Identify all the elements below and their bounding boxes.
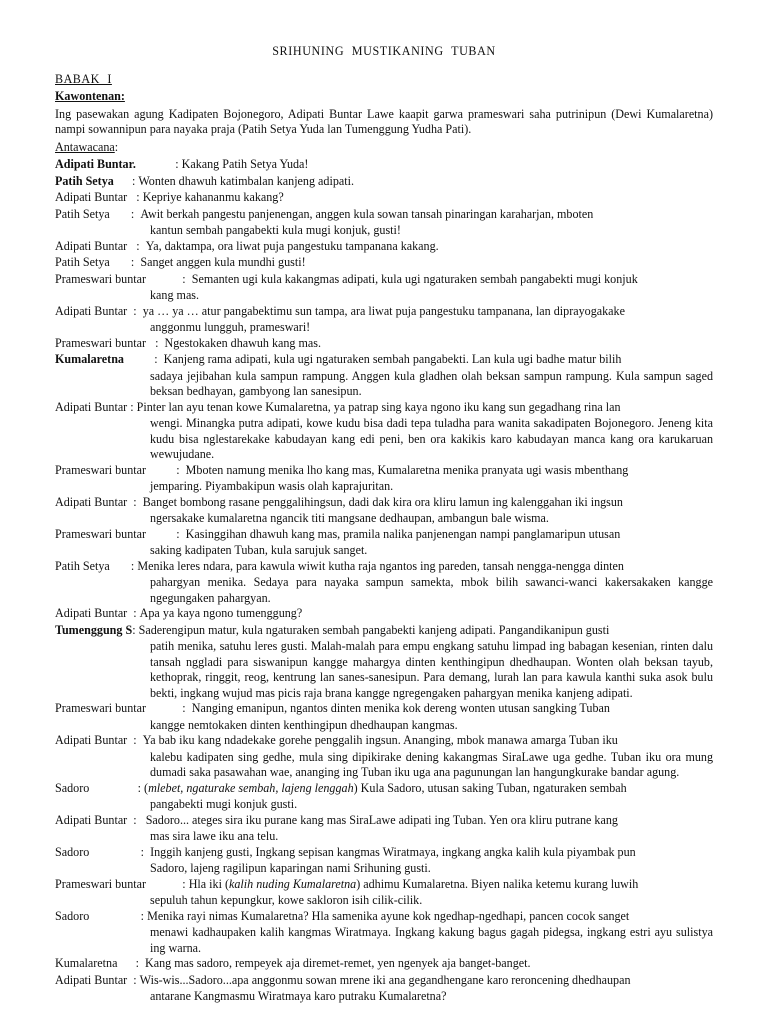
speaker-separator: : ( xyxy=(89,780,149,795)
speech-text-start: Nanging emanipun, ngantos dinten menika kok dereng wonten utusan sangking Tuban xyxy=(191,701,610,715)
speaker-name: Adipati Buntar xyxy=(55,494,128,509)
speaker-name: Patih Setya xyxy=(55,558,110,573)
setting-text: Ing pasewakan agung Kadipaten Bojonegoro, Adipati Buntar Lawe kaapit garwa prameswari saha putrinipun (Dewi Kumalaretna) nampi sowannipun para nayaka praja (Patih Setya Yuda lan Tumenggung Yudha Pati). xyxy=(55,106,713,136)
speech-text-start: Mboten namung menika lho kang mas, Kumalaretna menika pranyata ugi wasis mbenthang xyxy=(185,462,629,477)
dialogue-line xyxy=(55,207,713,223)
speech-text-start: Kakang Patih Setya Yuda! xyxy=(181,157,309,171)
speaker-separator: : xyxy=(127,238,146,253)
speaker-name: Adipati Buntar xyxy=(55,303,128,318)
speaker-separator: : xyxy=(127,733,143,747)
dialogue-line xyxy=(55,813,713,829)
dialogue-entry xyxy=(55,207,713,239)
speaker-separator: : xyxy=(146,271,192,286)
speaker-name: Patih Setya xyxy=(55,255,110,269)
speaker-name: Kumalaretna xyxy=(55,956,118,970)
speech-text xyxy=(140,255,713,271)
dialogue-entry xyxy=(55,336,713,352)
dialogue-entry xyxy=(55,813,713,845)
speaker-separator: : xyxy=(89,844,151,859)
dialogue-entry xyxy=(55,352,713,400)
speaker-separator: : xyxy=(127,812,146,827)
speech-text-start: Ya bab iku kang ndadekake gorehe penggalih ingsun. Ananging, mbok manawa amarga Tuban iku xyxy=(142,733,618,747)
speech-text-start: Kang mas sadoro, rempeyek aja diremet-remet, yen ngenyek aja banget-banget. xyxy=(145,956,531,970)
speaker-name: Patih Setya xyxy=(55,173,114,188)
speaker-name: Sadoro xyxy=(55,780,90,795)
dialogue-line xyxy=(55,733,713,749)
speech-text xyxy=(143,304,713,320)
speaker-separator: : xyxy=(113,173,139,188)
speech-text xyxy=(165,336,714,352)
speech-continuation: menawi kadhaupaken kalih kangmas Wiratmaya. Ingkang kakung bagus gagah pidegsa, ingkang estri ayu sulistya ing warna. xyxy=(150,925,713,955)
speech-text xyxy=(150,845,713,861)
speech-text xyxy=(147,909,713,925)
speech-text xyxy=(140,207,713,223)
speech-text-start: Menika rayi nimas Kumalaretna? Hla samenika ayune kok ngedhap-ngedhapi, pancen cocok sanget xyxy=(147,908,630,923)
speech-text-start: Kasinggihan dhawuh kang mas, pramila nalika panjenengan nampi panglamaripun utusan xyxy=(185,526,621,541)
speaker-separator: : xyxy=(123,352,164,366)
dialogue-line xyxy=(55,463,713,479)
speech-continuation: mas sira lawe iku ana telu. xyxy=(150,829,279,843)
dialogue-line xyxy=(55,701,713,717)
speaker-name: Prameswari buntar xyxy=(55,271,147,286)
speech-continuation: saking kadipaten Tuban, kula sarujuk sanget. xyxy=(150,543,368,557)
speaker-separator: : xyxy=(109,206,141,221)
speech-continuation: kalebu kadipaten sing gedhe, mula sing dipikirake dening kakangmas SiraLawe uga gedhe. Tuban iku ora mung dumadi saka pasawahan wae, ananging ing Tuban iku uga ana pagunungan lan hangungkurake bandar agung. xyxy=(150,749,713,779)
speech-text xyxy=(146,813,713,829)
dialogue-entry xyxy=(55,973,713,1005)
speech-text-start: Ngestokaken dhawuh kang mas. xyxy=(164,335,322,350)
speaker-separator: : xyxy=(127,399,137,414)
speech-text-after: ) Kula Sadoro, utusan saking Tuban, ngaturaken sembah xyxy=(353,780,627,795)
dialogue-line xyxy=(55,239,713,255)
speech-text-start: Pinter lan ayu tenan kowe Kumalaretna, ya patrap sing kaya ngono iku kang sun gegadhang rina lan xyxy=(136,399,621,414)
speaker-name: Adipati Buntar xyxy=(55,399,128,414)
speaker-separator: : xyxy=(127,303,143,318)
dialogue-entry xyxy=(55,606,713,622)
speaker-name: Adipati Buntar xyxy=(55,238,128,253)
speech-text xyxy=(138,174,713,190)
speech-text xyxy=(186,463,713,479)
dialogue-entry xyxy=(55,527,713,559)
speech-text-start: Sanget anggen kula mundhi gusti! xyxy=(140,255,306,269)
speech-text-start: Semanten ugi kula kakangmas adipati, kula ugi ngaturaken sembah pangabekti mugi konjuk xyxy=(191,271,638,286)
speech-continuation: pangabekti mugi konjuk gusti. xyxy=(150,797,298,811)
speech-continuation: jemparing. Piyambakipun wasis olah kaprajuritan. xyxy=(150,479,394,493)
speaker-name: Adipati Buntar xyxy=(55,606,128,620)
dialogue-heading: Antawacana: xyxy=(55,139,119,154)
speaker-separator: : xyxy=(146,701,192,715)
dialogue-entry xyxy=(55,190,713,206)
speech-text xyxy=(143,495,713,511)
speaker-separator: : xyxy=(117,956,146,970)
speaker-name: Tumenggung S xyxy=(55,622,133,637)
dialogue-line xyxy=(55,559,713,575)
dialogue-entry xyxy=(55,733,713,781)
speech-text xyxy=(182,157,713,173)
speech-text xyxy=(145,956,713,972)
speech-continuation: kantun sembah pangabekti kula mugi konjuk, gusti! xyxy=(150,223,401,237)
speaker-separator: : xyxy=(146,335,165,350)
speech-continuation: patih menika, satuhu leres gusti. Malah-malah para empu engkang satuhu limpad ing babagan kesenian, rinten dalu tansah nggladi para siswanipun kangge mahargya dinten kenthingipun dhedhaupan. Wonten olah beksan tayub, kethoprak, ringgit, reog, kentrung lan sanes-sanesipun. Para demang, lurah lan para kawula kanthi suka asok bulu bekti, ingkang wujud mas picis raja brana kangge ngregengaken pahargyan menika kanjeng adipati. xyxy=(150,639,713,700)
dialogue-entry xyxy=(55,623,713,702)
speech-text xyxy=(140,973,713,989)
speech-text xyxy=(139,623,713,639)
speech-continuation: Sadoro, lajeng ragilipun kaparingan nami Srihuning gusti. xyxy=(150,861,431,875)
act-heading: BABAK I xyxy=(55,71,112,86)
speech-text xyxy=(137,400,713,416)
speech-continuation: pahargyan menika. Sedaya para nayaka sampun samekta, mbok bilih sawanci-wanci kakersakaken kangge ngegungaken pahargyan. xyxy=(150,575,713,605)
dialogue-list xyxy=(55,157,713,1005)
speech-text xyxy=(137,559,713,575)
speaker-name: Prameswari buntar xyxy=(55,701,147,715)
speaker-separator: : xyxy=(127,972,140,987)
speaker-name: Adipati Buntar xyxy=(55,812,128,827)
dialogue-line xyxy=(55,527,713,543)
speaker-name: Adipati Buntar xyxy=(55,733,128,747)
dialogue-entry xyxy=(55,877,713,909)
speech-text-start: Inggih kanjeng gusti, Ingkang sepisan kangmas Wiratmaya, ingkang angka kalih kula piyambak pun xyxy=(150,844,636,859)
speech-text-start: Banget bombong rasane penggalihingsun, dadi dak kira ora kliru lamun ing kalenggahan iki ingsun xyxy=(142,494,623,509)
dialogue-entry xyxy=(55,559,713,607)
speech-text xyxy=(192,272,713,288)
dialogue-line xyxy=(55,956,713,972)
speaker-name: Kumalaretna xyxy=(55,352,124,366)
dialogue-line xyxy=(55,190,713,206)
speaker-separator: : xyxy=(146,876,189,891)
speech-continuation: sadaya jejibahan kula sampun rampung. Anggen kula gladhen olah beksan sampun rampung. Kula sampun saged beksan bedhayan, gambyong lan sanesipun. xyxy=(150,368,713,398)
speech-continuation: anggonmu lungguh, prameswari! xyxy=(150,320,311,334)
speech-continuation: kang mas. xyxy=(150,288,200,302)
speech-text-start: Sadoro... ateges sira iku purane kang mas SiraLawe adipati ing Tuban. Yen ora kliru putrane kang xyxy=(145,812,618,827)
speaker-separator: : xyxy=(127,190,143,204)
speech-text-start: Kepriye kahananmu kakang? xyxy=(142,190,284,204)
speaker-name: Prameswari buntar xyxy=(55,526,147,541)
dialogue-entry xyxy=(55,909,713,957)
speech-text xyxy=(143,190,713,206)
speech-text-start: Kanjeng rama adipati, kula ugi ngaturaken sembah pangabekti. Lan kula ugi badhe matur bilih xyxy=(163,352,622,366)
speech-text xyxy=(146,239,713,255)
speaker-separator: : xyxy=(135,157,182,171)
dialogue-entry xyxy=(55,701,713,733)
speech-text-start: Wis-wis...Sadoro...apa anggonmu sowan mrene iki ana gegandhengane karo reroncening dhedhaupan xyxy=(139,972,631,987)
speech-text xyxy=(148,781,713,797)
dialogue-line xyxy=(55,304,713,320)
dialogue-line xyxy=(55,336,713,352)
speech-text xyxy=(143,733,713,749)
speech-text-start: Apa ya kaya ngono tumenggung? xyxy=(139,606,303,620)
dialogue-line xyxy=(55,623,713,639)
document-title: SRIHUNING MUSTIKANING TUBAN xyxy=(272,44,496,58)
speech-continuation: ngersakake kumalaretna ngancik titi mangsane dedhaupan, ambangun bale wisma. xyxy=(150,511,549,525)
speaker-separator: : xyxy=(132,622,139,637)
speech-text-start: Wonten dhawuh katimbalan kanjeng adipati. xyxy=(138,173,354,188)
speaker-separator: : xyxy=(109,558,138,573)
speech-continuation: kangge nemtokaken dinten kenthingipun dhedhaupan kangmas. xyxy=(150,717,458,732)
speech-text-start: Hla iki ( xyxy=(188,876,229,891)
dialogue-line xyxy=(55,495,713,511)
dialogue-line xyxy=(55,909,713,925)
dialogue-entry xyxy=(55,239,713,255)
dialogue-entry xyxy=(55,845,713,877)
speaker-name: Adipati Buntar xyxy=(55,190,128,204)
speech-text xyxy=(164,352,713,368)
speech-text-start: Awit berkah pangestu panjenengan, anggen kula sowan tansah pinaringan karaharjan, mboten xyxy=(140,206,594,221)
stage-direction: kalih nuding Kumalaretna xyxy=(229,876,357,891)
speaker-name: Adipati Buntar. xyxy=(55,157,136,171)
speaker-separator: : xyxy=(146,526,186,541)
dialogue-line xyxy=(55,157,713,173)
dialogue-line xyxy=(55,174,713,190)
dialogue-entry xyxy=(55,956,713,972)
dialogue-entry xyxy=(55,255,713,271)
speaker-name: Sadoro xyxy=(55,908,90,923)
speech-text-start: Menika leres ndara, para kawula wiwit kutha raja ngantos ing pareden, tansah nengga-nengga dinten xyxy=(137,558,624,573)
speech-text-after: ) adhimu Kumalaretna. Biyen nalika ketemu kurang luwih xyxy=(356,876,639,891)
speaker-name: Patih Setya xyxy=(55,206,110,221)
speaker-separator: : xyxy=(109,255,141,269)
speech-text xyxy=(189,877,713,893)
speaker-separator: : xyxy=(127,494,143,509)
dialogue-line xyxy=(55,255,713,271)
speaker-name: Prameswari buntar xyxy=(55,876,147,891)
dialogue-entry xyxy=(55,400,713,463)
speech-text xyxy=(140,606,713,622)
dialogue-line xyxy=(55,352,713,368)
dialogue-entry xyxy=(55,463,713,495)
speaker-separator: : xyxy=(89,908,148,923)
stage-direction: mlebet, ngaturake sembah, lajeng lenggah xyxy=(148,780,354,795)
dialogue-line xyxy=(55,400,713,416)
speech-text xyxy=(186,527,713,543)
dialogue-entry xyxy=(55,781,713,813)
speech-text-start: Saderengipun matur, kula ngaturaken sembah pangabekti kanjeng adipati. Pangandikanipun gusti xyxy=(138,622,610,637)
speech-text-start: Ya, daktampa, ora liwat puja pangestuku tampanana kakang. xyxy=(145,238,439,253)
dialogue-line xyxy=(55,272,713,288)
dialogue-entry xyxy=(55,304,713,336)
speech-text-start: ya … ya … atur pangabektimu sun tampa, ara liwat puja pangestuku tampanana, lan diprayogakake xyxy=(142,303,625,318)
dialogue-entry xyxy=(55,174,713,190)
dialogue-line xyxy=(55,845,713,861)
dialogue-entry xyxy=(55,272,713,304)
speaker-name: Prameswari buntar xyxy=(55,335,147,350)
dialogue-entry xyxy=(55,495,713,527)
speaker-name: Adipati Buntar xyxy=(55,972,128,987)
dialogue-entry xyxy=(55,157,713,173)
speaker-name: Prameswari buntar xyxy=(55,462,147,477)
dialogue-line xyxy=(55,973,713,989)
dialogue-line xyxy=(55,606,713,622)
setting-heading: Kawontenan: xyxy=(55,89,125,103)
speech-continuation: sepuluh tahun kepungkur, kowe sakloron isih cilik-cilik. xyxy=(150,893,423,907)
speaker-separator: : xyxy=(127,606,140,620)
speech-continuation: wengi. Minangka putra adipati, kowe kudu bisa dadi tepa tuladha para wanita sakadipaten Bojonegoro. Jeneng kita kudu bisa nglestarekake kabudayan kang edi peni, ben ora kakikis karo kabudayan manca kang ora karukaruan wewujudane. xyxy=(150,416,713,461)
speaker-separator: : xyxy=(146,462,186,477)
speaker-name: Sadoro xyxy=(55,844,90,859)
speech-text xyxy=(192,701,713,717)
dialogue-line xyxy=(55,877,713,893)
dialogue-line xyxy=(55,781,713,797)
speech-continuation: antarane Kangmasmu Wiratmaya karo putraku Kumalaretna? xyxy=(150,989,447,1003)
